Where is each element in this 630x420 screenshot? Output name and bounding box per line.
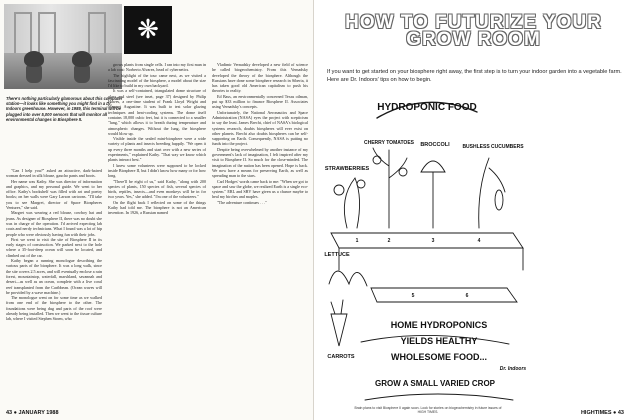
page-folio-left: 43 ● JANUARY 1988 [6,410,59,416]
plant-number: 2 [387,238,391,244]
photo-floor [4,53,122,89]
slogan-line-3: WHOLESOME FOOD... [391,352,487,362]
grow-tray [371,288,517,302]
label-bushless-cucumbers: BUSHLESS CUCUMBERS [462,144,524,150]
tomato-fruit [373,156,381,164]
headline-line-2: GROW ROOM [406,29,541,50]
photo-window-frame [38,12,56,56]
photo-plant-leaves [24,51,44,67]
paragraph: Carl Hodges' words came back to me: "When we got to space and saw the globe, we realized Earth is a single eco-system." ERL and SBV have given us a chance maybe to heal my birches and maples. [212,178,308,200]
intro-paragraph: If you want to get started on your biosphere right away, the first step is to turn your indoor garden into a vegetable farm. Here are Dr. Indoors' tips on how to begin. [327,69,622,83]
label-lettuce: LETTUCE [324,252,350,258]
headline-line-1: HOW TO FUTURIZE YOUR [345,12,602,33]
label-strawberries: STRAWBERRIES [324,166,370,172]
cucumber-vine [479,158,505,228]
paragraph: The highlight of the tour came next, as we visited a fascinating model of the biosphere, a model about the size I'd like to build in my own backyard. [108,72,206,89]
lettuce-leaves [329,271,367,286]
paragraph: On the flight back I reflected on some of the things Kathy had told me. The biosphere is not an American invention. In 1926, a Russian named [108,199,206,216]
artist-signature: Dr. Indoors [499,366,527,372]
left-page [0,0,314,420]
broccoli-head [421,161,445,172]
label-carrots: CARROTS [327,354,355,360]
plant-number: 5 [411,293,415,299]
photo-plant-pot [26,65,42,83]
tomato-stem [373,148,407,228]
strawberry-fruit [357,180,365,188]
photo-window-frame [14,12,32,56]
illustration-title: HYDROPONIC FOOD [377,102,477,113]
paragraph: Despite being overwhelmed by another instance of my government's lack of imagination, I felt inspired after my visit to Biosphere II. So much for the close-minded. The imagination of the nation has been opened. Hope is back. We now have a means for preserving Earth, as well as spreading man to the stars. [212,146,308,179]
headline [317,14,630,48]
paragraph: Ed Bass, an environmentally concerned Texas oilman, put up $33 million to finance Biosphere II. Associates using Vernadsky's concepts. [212,93,308,110]
paragraph: Vladimir Vernadsky developed a new field of science he called biogeochemistry. From this Vernadsky developed the theory of the biosphere. Although the Russians have done some biosphere research in Siberia, it has taken good old American capitalism to push his theories to reality. [212,62,308,94]
paragraph: Visible inside the sealed mini-biosphere were a wide variety of plants and insects breeding happily. "We open it up every three months and start over with a new series of experiments," explained Kathy. "That way we know which plants interact best." [108,136,206,163]
computer-station-photo [4,4,122,89]
carrot-tops [331,300,343,314]
photo-plant-leaves [72,51,92,67]
article-column-2 [108,62,206,216]
grow-tray [331,233,523,248]
tomato-fruit [399,168,407,176]
paragraph: The monologue went on for some time as we walked from one end of the biosphere to the other. The foundations were being dug and parts of the roof were already being installed. Then we went to the tissue culture lab, where I visited Stephen Storm, who [6,295,102,322]
slogan-line-2: YIELDS HEALTHY [400,336,478,346]
paragraph: "There'll be eight of us," said Kathy, "along with 200 species of plants, 150 species of fish, several species of birds, reptiles, insects—and even monkeys will be in for two years. Yes," she added. "I'm one of the volunteers." [108,178,206,200]
plant-number: 3 [431,238,435,244]
paragraph: Her name was Kathy. She was director of information and graphics, and my personal guide. We went to her office. Kathy's bookshelf was filled with art and poetry books; on her walls were Gary Larson cartoons. "I'll take you to see Margret, director of Space Biospheres Ventures," she said. [6,178,102,211]
plant-number: 4 [477,238,481,244]
hydroponic-illustration [317,88,532,408]
biosphere-logo-icon: ❋ [124,6,172,54]
slogan-flourish [365,394,513,400]
strawberry-fruit [334,185,344,195]
paragraph: It was a self-contained, triangulated dome structure of glass and steel (see inset, page 37) designed by Philip Hawes, a one-time student of Frank Lloyd Wright and Margret Augustine. It was built to test solar glazing techniques and heat-cooling systems. The dome itself contains 18,000 cubic feet, but it is connected to a smaller "lung," which allows it to breath during temperature and atmospheric changes. Without the lung, the biosphere would blow up. [108,88,206,136]
paragraph: I knew some volunteers were supposed to be locked inside Biosphere II, but I didn't know how many or for how long. [108,162,206,179]
cucumber-fruit [495,190,503,210]
plant-number: 1 [355,238,359,244]
slogan-line-4: GROW A SMALL VARIED CROP [375,379,495,388]
page-folio-right: HIGHTIMES ● 43 [580,410,624,416]
label-cherry-tomatoes: CHERRY TOMATOES [363,140,415,146]
paragraph: Margret was wearing a red blouse, cowboy hat and jeans. As designer of Biosphere II, there was no doubt she was in charge of the operation. I'd arrived expecting lab coats and nerdy technicians. What I found was a lot of hip people who were obviously having fun with their jobs. [6,210,102,237]
paragraph: "Can I help you?" asked an attractive, dark-haired woman dressed in silk blouse, gaucho pants and boots. [6,168,102,179]
illustration-credit: Brain plans to visit Biosphere II again soon. Look for stories on biogeochemistry in future issues of HIGH TIMES. [354,406,502,415]
article-column-1 [6,168,102,322]
paragraph: First we went to visit the site of Biosphere II in its early stages of construction. We parked next to the hole where a 35-foot-deep ocean will soon be located, and climbed out of the car. [6,236,102,258]
paragraph: Unfortunately, the National Aeronautics and Space Administration (NASA) eyes the project with scepticism to say the least. James Brecht, chief of NASA's biological systems research, doubts biospheres will ever exist on other planets. Brecht also doubts biospheres can be self-supporting on Earth. Consequently, NASA is putting no funds into the project. [212,109,308,147]
right-page [317,0,630,420]
carrot [331,314,347,346]
paragraph: "The adventure continues . . ." [217,199,267,205]
photo-plant-pot [74,65,90,83]
paragraph: grows plants from single cells. I ran into my first man in a lab coat: Norberto Alvarez, head of cybernetics. [108,62,206,73]
plant-number: 6 [465,293,469,299]
photo-window-frame [88,12,106,56]
article-column-3 [212,62,308,205]
paragraph: Kathy began a running monologue describing the various parts of the biosphere. It was a long walk, since the site covers 2.5 acres, and will eventually enclose a rain forest, mountaintop, waterfall, marshland, savannah and desert—as well as an ocean, complete with a live coral reef transplanted from the Caribbean. (Ocean waves will be provided by a wave machine.) [6,258,102,295]
slogan-line-1: HOME HYDROPONICS [390,320,488,330]
tray-legs [339,248,523,270]
photo-caption: There's nothing particularly glamorous about this computer station—it looks like something you might find in a Dr. Indoors greenhouse. However, in 1989, this terminal will be plugged into over 5,000 sensors that will monitor all environmental changes in Biosphere II. [6,96,123,122]
label-broccoli: BROCCOLI [420,142,450,148]
